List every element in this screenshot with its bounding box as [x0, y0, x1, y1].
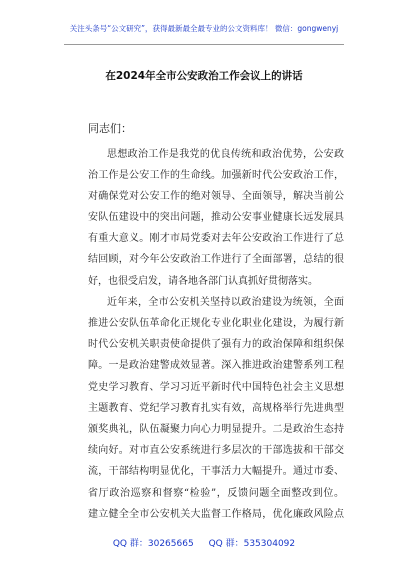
- paragraph-line: 近年来，全市公安机关坚持以政治建设为统领，全面: [107, 296, 344, 308]
- paragraph-line: 时代公安机关职责使命提供了强有力的政治保障和组织保: [88, 339, 344, 351]
- paragraph-line: 治工作是公安工作的生命线。加强新时代公安政治工作，: [88, 169, 344, 181]
- salutation: 同志们：: [88, 122, 132, 135]
- paragraph-line: 省厅政治巡察和督察“检验”，反馈问题全面整改到位。: [88, 487, 344, 499]
- paragraph-line: 安队伍建设中的突出问题，推动公安事业健康长远发展具: [88, 212, 344, 224]
- paragraph-line: 推进公安队伍革命化正规化专业化职业化建设，为履行新: [88, 318, 344, 329]
- paragraph-line: 流，干部结构明显优化，干事活力大幅提升。通过市委、: [88, 466, 344, 478]
- paragraph-line: 颁奖典礼，队伍凝聚力向心力明显提升。二是政治生态持: [88, 423, 344, 435]
- paragraph-1: [88, 144, 344, 292]
- paragraph-line: 党史学习教育、学习习近平新时代中国特色社会主义思想: [88, 381, 344, 393]
- paragraph-line: 有重大意义。刚才市局党委对去年公安政治工作进行了总: [88, 233, 344, 245]
- paragraph-line: 主题教育、党纪学习教育扎实有效，高规格举行先进典型: [88, 402, 344, 414]
- paragraph-2: [88, 292, 344, 525]
- paragraph-line: 对确保党对公安工作的绝对领导、全面领导，解决当前公: [88, 190, 344, 202]
- paragraph-line: 续向好。对市直公安系统进行多层次的干部选拔和干部交: [88, 445, 344, 457]
- qq-group-1: QQ 群：30265665: [112, 539, 194, 549]
- footer-contacts: [0, 536, 408, 549]
- paragraph-line: 思想政治工作是我党的优良传统和政治优势，公安政: [107, 148, 344, 160]
- paragraph-line: 障。一是政治建警成效显著。深入推进政治建警系列工程: [88, 360, 344, 372]
- paragraph-line: 结回顾，对今年公安政治工作进行了全面部署，总结的很: [88, 254, 344, 266]
- paragraph-line: 好，也很受启发，请各地各部门认真抓好贯彻落实。: [88, 275, 318, 287]
- document-title: 在2024年全市公安政治工作会议上的讲话: [105, 70, 303, 82]
- paragraph-line: 建立健全全市公安机关大监督工作格局，优化廉政风险点: [88, 508, 344, 520]
- top-banner: 关注头条号“公文研究”，获得最新最全最专业的公文资料库！ 微信：gongwenyj: [69, 24, 339, 33]
- document-body: [88, 118, 344, 525]
- header-divider: [64, 44, 344, 45]
- qq-group-2: QQ 群：535304092: [208, 539, 296, 549]
